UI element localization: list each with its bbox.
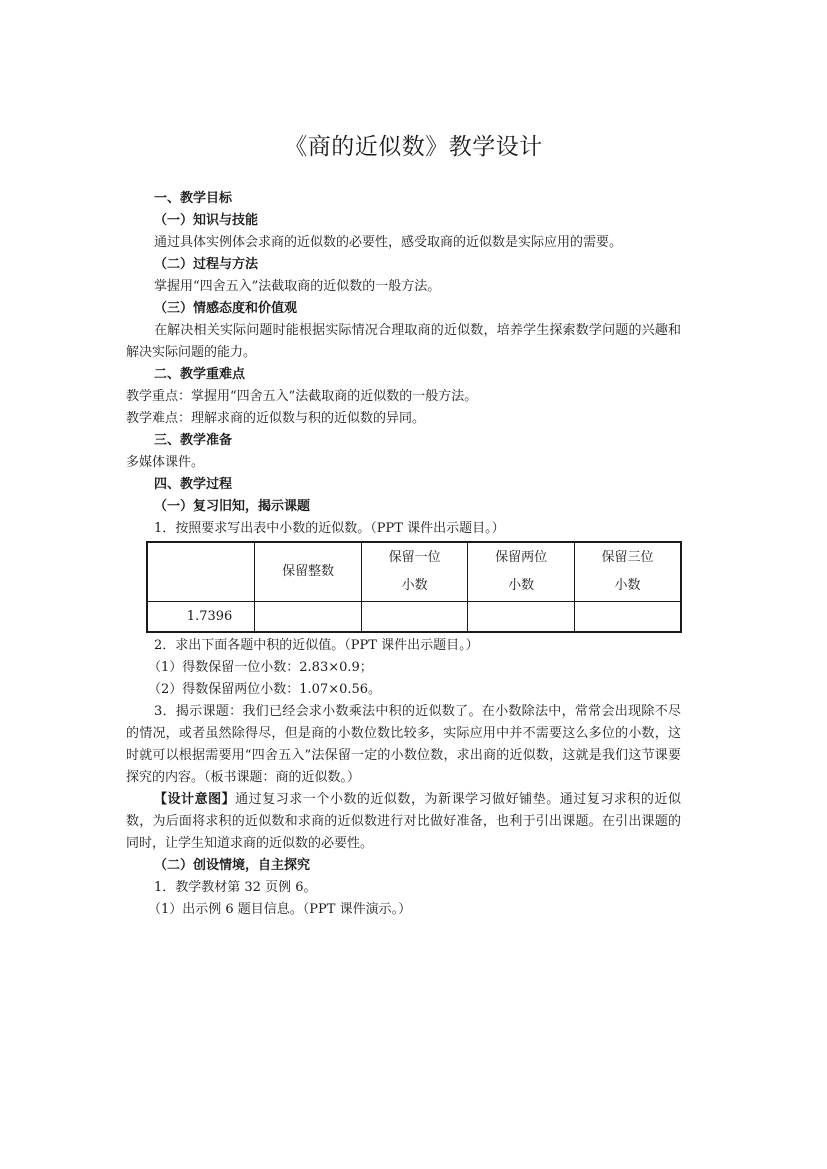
paragraph-knowledge: 通过具体实例体会求商的近似数的必要性，感受取商的近似数是实际应用的需要。: [154, 235, 623, 250]
subheading-review: （一）复习旧知，揭示课题: [154, 499, 311, 514]
section-heading-goals: 一、教学目标: [154, 191, 233, 206]
section-heading-process: 四、教学过程: [154, 477, 233, 492]
paragraph-process-method: 掌握用“四舍五入”法截取商的近似数的一般方法。: [154, 279, 441, 294]
table-header-integer-label: 保留整数: [282, 564, 335, 579]
paragraph-review-item3: 3．揭示课题：我们已经会求小数乘法中积的近似数了。在小数除法中，常常会出现除不尽的情况，或者虽然除得尽，但是商的小数位数比较多，实际应用中并不需要这么多位的小数，这时就可以根据需要用“四舍五入”法保留一定的小数位数，求出商的近似数，这就是我们这节课要探究的内容。（板书课题：商的近似数。）: [126, 704, 681, 785]
design-intent-label: 【设计意图】: [154, 792, 236, 807]
subheading-attitude: （三）情感态度和价值观: [154, 301, 298, 316]
table-header-one-decimal-line2: 小数: [401, 578, 428, 593]
table-header-three-decimal: [574, 542, 681, 602]
subheading-explore: （二）创设情境，自主探究: [154, 858, 311, 873]
approximation-table: [146, 541, 682, 633]
table-header-two-decimal: [468, 542, 575, 602]
table-header-two-decimal-line2: 小数: [508, 578, 535, 593]
paragraph-difficult-point: 教学难点：理解求商的近似数与积的近似数的异同。: [126, 411, 426, 426]
paragraph-prep: 多媒体课件。: [126, 455, 205, 470]
table-cell-empty: [255, 602, 362, 633]
paragraph-review-item2: 2．求出下面各题中积的近似值。（PPT 课件出示题目。）: [154, 638, 479, 653]
subheading-knowledge: （一）知识与技能: [154, 213, 259, 228]
subheading-process-method: （二）过程与方法: [154, 257, 259, 272]
section-heading-keypoints: 二、教学重难点: [154, 367, 246, 382]
table-header-empty: [147, 542, 255, 602]
table-header-three-decimal-line2: 小数: [614, 578, 641, 593]
design-intent-text: 通过复习求一个小数的近似数，为新课学习做好铺垫。通过复习求积的近似数，为后面将求积的近似数和求商的近似数进行对比做好准备，也利于引出课题。在引出课题的同时，让学生知道求商的近似数的必要性。: [126, 792, 681, 851]
table-header-three-decimal-line1: 保留三位: [601, 550, 654, 565]
table-row: [147, 602, 681, 633]
paragraph-design-intent: [126, 789, 681, 855]
table-cell-empty: [468, 602, 575, 633]
paragraph-explore-item1a: （1）出示例 6 题目信息。（PPT 课件演示。）: [148, 902, 412, 917]
document-body: [126, 188, 681, 921]
table-header-one-decimal-line1: 保留一位: [388, 550, 441, 565]
table-cell-empty: [361, 602, 468, 633]
section-heading-prep: 三、教学准备: [154, 433, 233, 448]
table-header-integer: [255, 542, 362, 602]
table-cell-value: 1.7396: [147, 602, 255, 633]
paragraph-key-point: 教学重点：掌握用“四舍五入”法截取商的近似数的一般方法。: [126, 389, 478, 404]
paragraph-attitude: 在解决相关实际问题时能根据实际情况合理取商的近似数，培养学生探索数学问题的兴趣和解决实际问题的能力。: [126, 323, 681, 360]
table-header-one-decimal: [361, 542, 468, 602]
page-title: 《商的近似数》教学设计: [284, 134, 543, 160]
paragraph-review-item2b: （2）得数保留两位小数：1.07×0.56。: [148, 682, 382, 697]
table-header-row: [147, 542, 681, 602]
paragraph-review-item2a: （1）得数保留一位小数：2.83×0.9；: [148, 660, 373, 675]
paragraph-explore-item1: 1．教学教材第 32 页例 6。: [154, 880, 317, 895]
table-header-two-decimal-line1: 保留两位: [495, 550, 548, 565]
table-cell-empty: [574, 602, 681, 633]
paragraph-review-item1: 1．按照要求写出表中小数的近似数。（PPT 课件出示题目。）: [154, 521, 505, 536]
